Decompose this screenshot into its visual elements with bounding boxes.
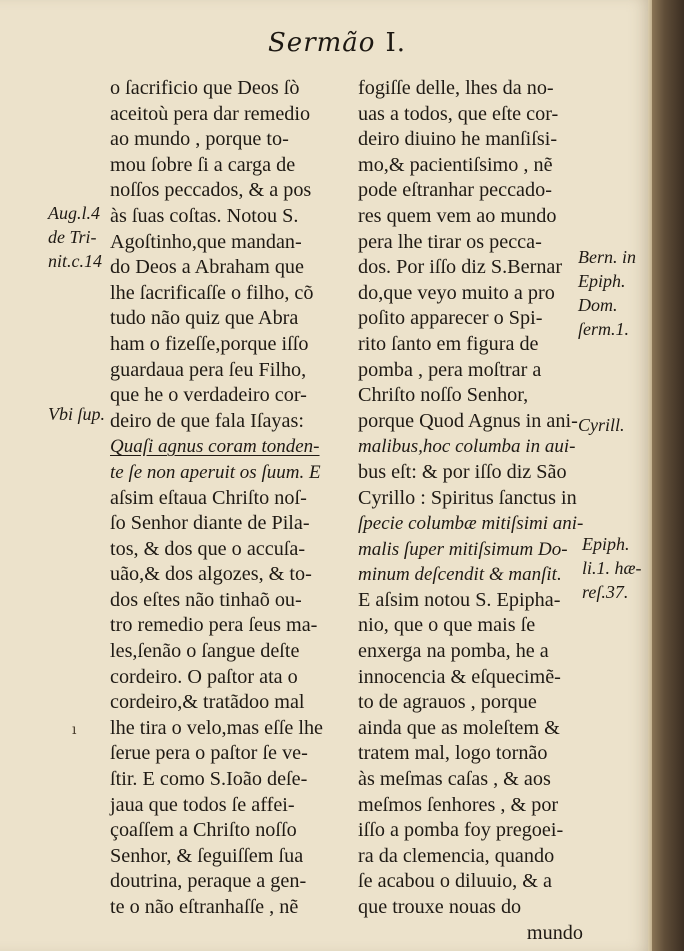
margin-note-augustine xyxy=(48,201,102,273)
text-line: noſſos peccados, & a pos xyxy=(110,179,312,202)
margin-note-line: Vbi ſup. xyxy=(48,404,105,424)
latin-quote-line: malibus,hoc columba in aui- xyxy=(358,436,576,458)
margin-note-line: Epiph. xyxy=(578,271,626,291)
text-line: iſſo a pomba foy pregoei- xyxy=(358,819,564,842)
text-line: cordeiro,& tratãdoo mal xyxy=(110,691,305,714)
latin-quote-line: minum deſcendit & manſit. xyxy=(358,564,562,586)
text-line: jaua que todos ſe affei- xyxy=(110,793,295,816)
text-line: guardaua pera ſeu Filho, xyxy=(110,358,307,381)
margin-note-line: ſerm.1. xyxy=(578,319,629,339)
text-line: às meſmas caſas , & aos xyxy=(358,768,551,791)
margin-note-cyril xyxy=(578,413,625,437)
text-line: tratem mal, logo tornão xyxy=(358,742,548,765)
text-line: to de agrauos , porque xyxy=(358,691,537,714)
text-line: ham o fizeſſe,porque iſſo xyxy=(110,332,309,355)
text-line: ao mundo , porque to- xyxy=(110,128,289,151)
text-line: cordeiro. O paſtor ata o xyxy=(110,665,298,688)
latin-quote-line: te ſe non aperuit os ſuum. E xyxy=(110,461,321,483)
text-line: aſsim eſtaua Chriſto noſ- xyxy=(110,486,307,509)
margin-note-line: Cyrill. xyxy=(578,415,625,435)
text-line: Chriſto noſſo Senhor, xyxy=(358,384,529,407)
margin-note-bernard xyxy=(578,245,636,341)
text-line: o ſacrificio que Deos ſò xyxy=(110,77,300,99)
latin-quote-line: ſpecie columbæ mitiſsimi ani- xyxy=(358,513,584,535)
margin-note-ubi-sup xyxy=(48,402,105,426)
text-line: ſtir. E como S.Ioão deſe- xyxy=(110,768,308,791)
text-line: uas a todos, que eſte cor- xyxy=(358,102,559,125)
text-line: tos, & dos que o accuſa- xyxy=(110,537,306,560)
margin-note-line: de Tri- xyxy=(48,227,97,247)
text-line: ra da clemencia, quando xyxy=(358,844,555,867)
ink-speck: ı xyxy=(72,722,77,738)
catchword: mundo xyxy=(526,921,583,944)
text-line: que he o verdadeiro cor- xyxy=(110,384,307,407)
text-line: ſe acabou o diluuio, & a xyxy=(358,870,552,893)
text-line: rito ſanto em figura de xyxy=(358,332,539,355)
text-line: ſo Senhor diante de Pila- xyxy=(110,512,310,535)
text-line: nio, que o que mais ſe xyxy=(358,614,536,637)
text-line: dos. Por iſſo diz S.Bernar xyxy=(358,256,563,279)
text-line: Agoſtinho,que mandan- xyxy=(110,230,302,253)
margin-note-line: Bern. in xyxy=(578,247,636,267)
header-numeral: I. xyxy=(385,28,406,58)
text-line: innocencia & eſquecimẽ- xyxy=(358,665,561,688)
right-text-column xyxy=(358,76,583,946)
text-line: Cyrillo : Spiritus ſanctus in xyxy=(358,486,577,509)
text-line: do,que veyo muito a pro xyxy=(358,281,555,304)
text-line: les,ſenão o ſangue deſte xyxy=(110,640,300,663)
text-line: uão,& dos algozes, & to- xyxy=(110,563,312,586)
text-line: dos eſtes não tinhaõ ou- xyxy=(110,588,302,611)
text-line: bus eſt: & por iſſo diz São xyxy=(358,460,567,483)
margin-note-line: reſ.37. xyxy=(582,582,629,602)
text-line: lhe ſacrificaſſe o filho, cõ xyxy=(110,281,314,304)
adjacent-page-edge xyxy=(652,0,684,951)
text-line: do Deos a Abraham que xyxy=(110,256,304,279)
text-line: lhe tira o velo,mas eſſe lhe xyxy=(110,716,324,739)
text-line: E aſsim notou S. Epipha- xyxy=(358,588,561,611)
text-line: deiro diuino he manſiſsi- xyxy=(358,128,558,151)
margin-note-line: nit.c.14 xyxy=(48,251,102,271)
text-line: às ſuas coſtas. Notou S. xyxy=(110,204,299,227)
text-line: fogiſſe delle, lhes da no- xyxy=(358,77,554,99)
text-line: poſito apparecer o Spi- xyxy=(358,307,543,330)
text-line: que trouxe nouas do xyxy=(358,896,522,918)
text-line: tudo não quiz que Abra xyxy=(110,307,299,330)
header-title: Sermão xyxy=(268,28,376,58)
margin-note-line: li.1. hæ- xyxy=(582,558,642,578)
text-line: Senhor, & ſeguiſſem ſua xyxy=(110,844,304,867)
text-line: pode eſtranhar peccado- xyxy=(358,179,552,202)
margin-note-line: Aug.l.4 xyxy=(48,203,100,223)
margin-note-line: Dom. xyxy=(578,295,618,315)
margin-note-epiphanius xyxy=(582,532,642,604)
latin-quote-line: malis ſuper mitiſsimum Do- xyxy=(358,538,568,560)
text-line: res quem vem ao mundo xyxy=(358,204,557,227)
text-line: ſerue pera o paſtor ſe ve- xyxy=(110,742,308,765)
text-line: mou ſobre ſi a carga de xyxy=(110,153,296,176)
text-line: enxerga na pomba, he a xyxy=(358,640,549,663)
text-line: mo,& pacientiſsimo , nẽ xyxy=(358,153,553,176)
text-line: tro remedio pera ſeus ma- xyxy=(110,614,318,637)
margin-note-line: Epiph. xyxy=(582,534,630,554)
text-line: porque Quod Agnus in ani- xyxy=(358,409,578,432)
page-header xyxy=(268,28,406,58)
text-line: meſmos ſenhores , & por xyxy=(358,793,559,816)
left-text-column xyxy=(110,76,338,921)
text-line: pomba , pera moſtrar a xyxy=(358,358,542,381)
text-line: doutrina, peraque a gen- xyxy=(110,870,307,893)
latin-quote-line: Quaſi agnus coram tonden- xyxy=(110,436,320,458)
text-line: ainda que as moleſtem & xyxy=(358,716,560,739)
text-line: çoaſſem a Chriſto noſſo xyxy=(110,819,297,842)
text-line: aceitoù pera dar remedio xyxy=(110,102,311,125)
text-line: te o não eſtranhaſſe , nẽ xyxy=(110,896,299,918)
text-line: deiro de que fala Iſayas: xyxy=(110,409,304,432)
text-line: pera lhe tirar os pecca- xyxy=(358,230,542,253)
